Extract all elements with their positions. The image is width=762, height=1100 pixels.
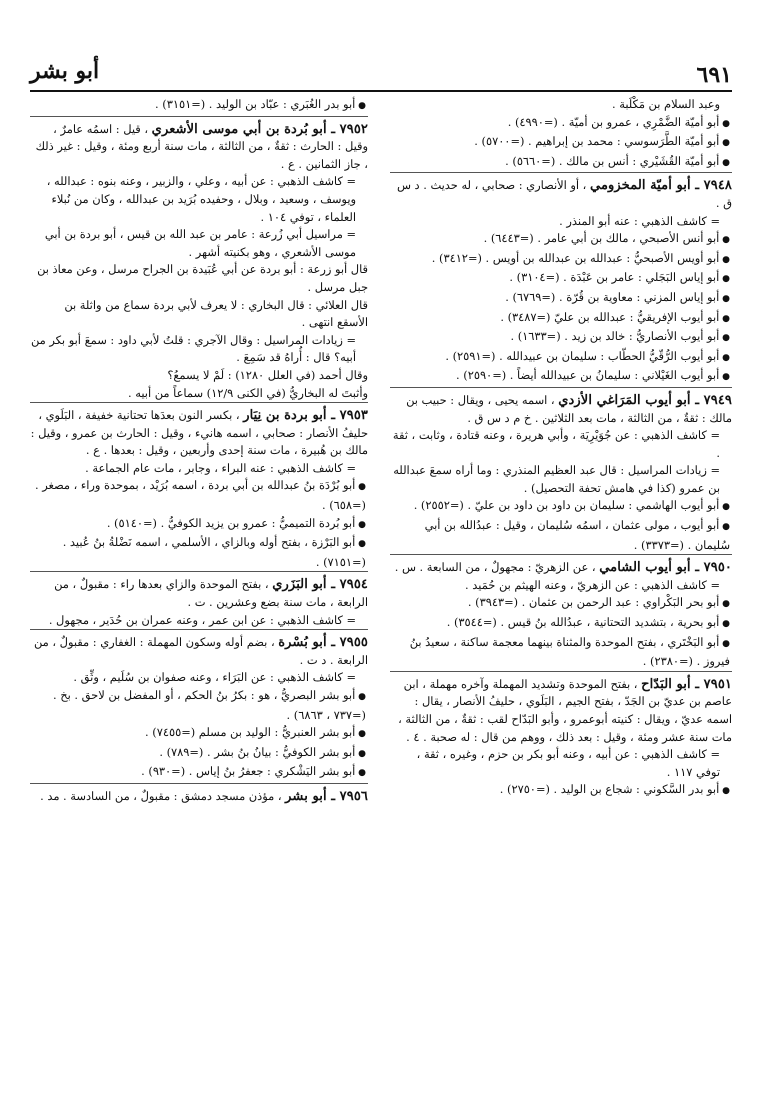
ahmad-note: وقال أحمد (في العلل ١٢٨٠) : لَمْ لا يسمعُ؟ — [167, 367, 368, 382]
entry-text: ، بفتح الموحدة وتشديد المهملة وآخره مهملة ، ابن عاصم بن عديّ بن الجَدّ ، بفتح الجيم ، البَلَوي ، حليفُ الأنصار ، يقال : اسمه عديّ ، ويقال : كنيته أبوعمرو ، وأبو البَدّاح لقب : ثقةٌ ، من الثالثة ، مات سنة عشر ومئة ، وقيل : بعد ذلك ، ووهم من قال : له صحبة . ٤ . — [398, 676, 732, 744]
cross-reference: ● أبو إياس المزني : معاوية بن قُرّة . (=٦٧٦٩) . — [390, 289, 732, 309]
ziyadat-note: = زيادات المراسيل : وقال الآجري : قلتُ لأبي داود : سمعَ أبو بكر من أبيه؟ قال : أُراهُ قد سَمِعَ . — [30, 332, 356, 365]
kashif-note: = كاشف الذهبي : عن أبيه ، وعنه أبو بكر بن حزم ، وغيره ، ثقة ، توفي ١١٧ . — [416, 747, 720, 779]
entry-text: ، مؤذن مسجد دمشق : مقبولٌ ، من السادسة . مد . — [40, 788, 282, 803]
cross-reference: ● أبو بشر البصريُّ ، هو : بكرُ بنُ الحكم ، أو المفضل بن لاحق . بخ . (=٧٣٧ ، ٦٨٦٣) . — [30, 687, 368, 724]
kashif-note: = كاشف الذهبي : عنه أبو المنذر . — [559, 213, 720, 228]
right-column — [390, 96, 732, 1100]
entry-text: ، قيل : اسمُه عامرٌ ، وقيل : الحارث : ثقةٌ ، من الثالثة ، مات سنة أربع ومئة ، وقيل : غير ذلك ، جاز الثمانين . ع . — [35, 121, 368, 171]
cross-reference: ● أبو بشر اليَشْكري : جعفرُ بنُ إياس . (=٩٣٠) . — [30, 763, 368, 783]
cross-reference: ● أبو بحر البَكْراوي : عبد الرحمن بن عثمان . (=٣٩٤٣) . — [390, 594, 732, 614]
alai-note: قال العلائي : قال البخاري : لا يعرف لأبي بردة سماع من واثلة بن الأسقع انتهى . — [64, 297, 368, 330]
cross-reference: ● أبو بشر العنبريُّ : الوليد بن مسلم (=٧٤٥٥) . — [30, 724, 368, 744]
cross-reference: ● أبو بُردة التميميُّ : عمرو بن يزيد الكوفيُّ . (=٥١٤٠) . — [30, 515, 368, 535]
entry-text: ، بكسر النون بعدَها تحتانية خفيفة ، البَلَوي ، حليفُ الأنصار : صحابي ، اسمه هانيء ، وقيل : الحارث بن عمرو ، وقيل : مالك بن هُبيرة ، مات سنة إحدى وأربعين ، وقيل : بعدها . ع . — [30, 408, 368, 458]
entry-7950 — [390, 554, 732, 671]
cross-reference: ● أبو أيوب الإفريقيُّ : عبدالله بن عليّ (=٣٤٨٧) . — [390, 309, 732, 329]
cross-reference: ● أبو بُرْدَة بنُ عبدالله بن أبي بردة ، اسمه بُرَيْد ، بموحدة وراء ، مصغر . (=٦٥٨) . — [30, 477, 368, 514]
continuation-line: وعبد السلام بن مَكْلَبة . — [611, 97, 720, 111]
cross-reference: ● أبو بدر الغُبَري : عبّاد بن الوليد . (=٣١٥١) . — [30, 96, 368, 116]
cross-reference: ● أبو بحرية ، بتشديد التحتانية ، عبدُالله بنُ قيس . (=٣٥٤٤) . — [390, 614, 732, 634]
cross-reference: ● أبو أيوب ، مولى عثمان ، اسمُه سُليمان ، وقيل : عبدُالله بن أبي سُليمان . (=٣٣٧٣) . — [390, 517, 732, 554]
entry-text: ، عن الزهريّ : مجهولٌ ، من السابعة . س . — [394, 560, 596, 575]
entry-heading: ٧٩٤٨ ـ أبو أميّة المخزومي — [589, 178, 732, 194]
left-column — [30, 96, 368, 1100]
entry-7954 — [30, 571, 368, 629]
entry-7952 — [30, 116, 368, 403]
entry-text: ، بفتح الموحدة والزاي بعدها راء : مقبولٌ ، من الرابعة ، مات سنة بضع وعشرين . ت . — [54, 577, 368, 610]
cross-reference: ● أبو أويس الأصبحيُّ : عبدالله بن عبدالله بن أويس . (=٣٤١٢) . — [390, 250, 732, 270]
entry-text: ، اسمه يحيى ، ويقال : حبيب بن مالك : ثقةٌ ، من الثالثة ، مات بعد الثلاثين . خ م د س ق . — [406, 392, 732, 425]
page-header — [30, 58, 732, 92]
cross-reference: ● أبو أنس الأصبحي ، مالك بن أبي عامر . (=٦٤٤٣) . — [390, 230, 732, 250]
kashif-note: = كاشف الذهبي : عن الزهريّ ، وعنه الهيثم بن حُمَيد . — [465, 577, 720, 592]
cross-reference: ● أبو أميّة الطَّرَسوسي : محمد بن إبراهيم . (=٥٧٠٠) . — [390, 133, 732, 153]
cross-reference: ● أبو البَخْتَري ، بفتح الموحدة والمثناة بينهما معجمة ساكنة ، سعيدُ بنُ فيروز . (=٢٣٨٠) . — [390, 634, 732, 671]
kashif-note: = كاشف الذهبي : عن البَرَاء ، وعنه صفوان بن سُلَيم ، وثِّق . — [73, 670, 356, 685]
cross-reference: ● أبو بشر الكوفيُّ : بيانُ بنُ بشر . (=٧٨٩) . — [30, 744, 368, 764]
entry-7949 — [390, 387, 732, 554]
entry-heading: ٧٩٤٩ ـ أبو أيوب المَرَاغي الأزدي — [558, 392, 732, 408]
bukhari-note: وأثبتَ له البخاريُّ (في الكنى ١٢/٩) سماعاً من أبيه . — [128, 385, 368, 400]
abu-zura-note: قال أبو زرعة : أبو بردة عن أبي عُبَيدة بن الجراح مرسل ، وعن معاذ بن جبل مرسل . — [37, 262, 368, 294]
page-number: ٦٩١ — [696, 62, 732, 88]
entry-heading: ٧٩٥٦ ـ أبو بشر — [285, 788, 368, 804]
entry-text: ، أو الأنصاري : صحابي ، له حديث . د س ق . — [396, 178, 732, 210]
kashif-note: = كاشف الذهبي : عن أبيه ، وعلي ، والزبير ، وعنه بنوه : عبدالله ، ويوسف ، وسعيد ، وبلال ، وحفيده بُرَيد بن عبدالله ، وكان من نُبلاء العلماء ، توفي ١٠٤ . — [46, 174, 356, 224]
entry-7948 — [390, 172, 732, 387]
entry-7956 — [30, 783, 368, 806]
cross-reference: ● أبو أيوب الأنصاريُّ : خالد بن زيد . (=١٦٣٣) . — [390, 328, 732, 348]
entry-text: ، بضم أوله وسكون المهملة : الغفاري : مقبولٌ ، من الرابعة . د ت . — [33, 635, 368, 667]
entry-7955 — [30, 629, 368, 783]
kashif-note: = كاشف الذهبي : عن ابن عمر ، وعنه عمران بن حُدَير ، مجهول . — [48, 612, 356, 627]
cross-reference: ● أبو أميّة القُشَيْري : أنس بن مالك . (=٥٦٦٠) . — [390, 153, 732, 173]
entry-7953 — [30, 402, 368, 571]
cross-reference: ● أبو أيوب الغَيْلاني : سليمانُ بن عبيدالله أيضاً . (=٢٥٩٠) . — [390, 367, 732, 387]
cross-reference: ● أبو البَرْزة ، بفتح أوله وبالزاي ، الأسلمي ، اسمه نَضْلةُ بنُ عُبيد . (=٧١٥١) . — [30, 534, 368, 571]
entry-heading: ٧٩٥٣ ـ أبو بردة بن نِيَار — [243, 408, 368, 424]
cross-reference: ● أبو إياس البَجَلي : عامر بن عَبْدَة . (=٣١٠٤) . — [390, 269, 732, 289]
entry-heading: ٧٩٥٠ ـ أبو أيوب الشامي — [599, 560, 732, 576]
ziyadat-note: = زيادات المراسيل : قال عبد العظيم المنذري : وما أراه سمعَ عبدالله بن عمرو (كذا في هامش تحفة التحصيل) . — [393, 463, 720, 495]
cross-reference: ● أبو بدر السَّكوني : شجاع بن الوليد . (=٢٧٥٠) . — [390, 781, 732, 801]
entry-heading: ٧٩٥٤ ـ أبو البَزَري — [272, 577, 368, 593]
running-title: أبو بشر — [30, 58, 100, 84]
entry-heading: ٧٩٥٥ ـ أبو بُسْرة — [278, 635, 368, 651]
marasil-note: = مراسيل أبي زُرعة : عامر بن عبد الله بن قيس ، أبو بردة بن أبي موسى الأشعري ، وهو بكنيته أشهر . — [44, 227, 356, 259]
entry-7951 — [390, 671, 732, 801]
cross-reference: ● أبو أيوب الهاشمي : سليمان بن داود بن داود بن عليّ . (=٢٥٥٢) . — [390, 497, 732, 517]
kashif-note: = كاشف الذهبي : عن جُوَيْرِيَة ، وأبي هريرة ، وعنه قتادة ، وثابت ، ثقة . — [392, 428, 720, 460]
kashif-note: = كاشف الذهبي : عنه البراء ، وجابر ، مات عام الجماعة . — [85, 460, 356, 475]
entry-heading: ٧٩٥٢ ـ أبو بُردة بن أبي موسى الأشعري — [151, 121, 368, 137]
entry-heading: ٧٩٥١ ـ أبو البَدّاح — [641, 676, 732, 692]
cross-reference: ● أبو أيوب الرُّقّيُّ الحطّاب : سليمان بن عبيدالله . (=٢٥٩١) . — [390, 348, 732, 368]
cross-reference: ● أبو أميّة الضَّمْرِي ، عمرو بن أميّة . (=٤٩٩٠) . — [390, 114, 732, 134]
